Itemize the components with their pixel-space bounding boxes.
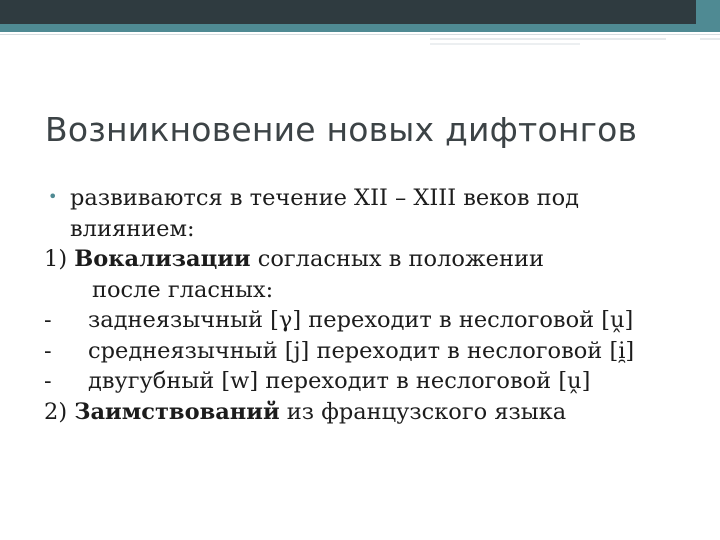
bullet-line-continued — [48, 214, 708, 245]
dash-item-text: двугубный [w] переходит в неслоговой [ṷ] — [88, 368, 591, 394]
dash-item — [44, 366, 708, 397]
numbered-item-1-continued — [48, 275, 708, 306]
header-accent-line — [430, 43, 580, 45]
header-divider — [0, 34, 720, 35]
list-item-text-continued: после гласных: — [92, 276, 274, 303]
list-number: 1) — [44, 246, 68, 272]
list-item-bold-term: Вокализации — [74, 246, 251, 272]
numbered-item-2 — [44, 397, 708, 428]
dash-item — [44, 305, 708, 336]
list-item-text: из французского языка — [286, 398, 567, 425]
list-item-bold-term: Заимствований — [74, 398, 280, 425]
header-bar-teal-corner — [696, 0, 720, 32]
header-bar-dark — [0, 0, 720, 24]
dash-item-text: среднеязычный [j] переходит в неслоговой [i̯] — [88, 337, 635, 364]
bullet-line — [48, 183, 708, 214]
dash-item — [44, 336, 708, 367]
dash-marker: - — [44, 368, 52, 394]
list-number: 2) — [44, 398, 68, 425]
header-accent-line — [430, 38, 666, 40]
dash-item-text: заднеязычный [γ] переходит в неслоговой [ṷ] — [88, 307, 634, 333]
bullet-text-continued: влиянием: — [70, 215, 195, 242]
dash-marker: - — [44, 337, 52, 364]
numbered-item-1 — [44, 244, 708, 275]
slide-body — [44, 183, 708, 427]
bullet-dot-icon: • — [48, 187, 58, 206]
header-accent-line — [700, 38, 720, 40]
slide-title: Возникновение новых дифтонгов — [45, 110, 638, 149]
dash-marker: - — [44, 307, 52, 333]
header-bar-teal — [0, 24, 720, 32]
list-item-text: согласных в положении — [257, 246, 544, 272]
bullet-text: развиваются в течение XII – XIII веков под — [70, 185, 580, 211]
